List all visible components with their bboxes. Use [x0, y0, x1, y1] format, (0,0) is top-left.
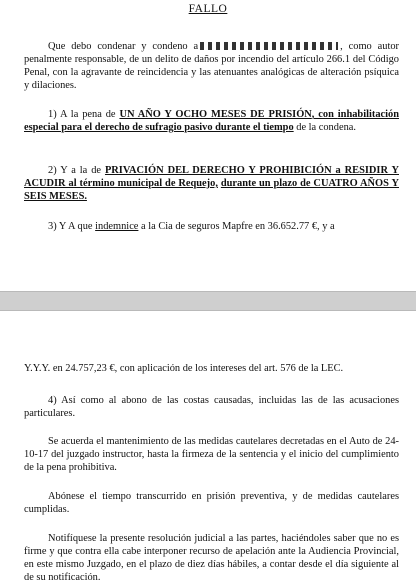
section-title: FALLO [188, 3, 228, 15]
paragraph-continuation: Y.Y.Y. en 24.757,23 €, con aplicación de los intereses del art. 576 de la LEC. [24, 363, 344, 374]
sentence-3-underlined: indemnice [95, 221, 139, 232]
paragraph-sentence-2 [24, 164, 399, 203]
document-page-1 [0, 0, 416, 291]
sentence-2-bold: PRIVACIÓN DEL DERECHO Y PROHIBICIÓN a RESIDIR Y ACUDIR al término municipal de Requejo, [24, 165, 399, 189]
redacted-name [200, 42, 338, 50]
sentence-1-prefix: 1) A la pena de [48, 109, 120, 120]
paragraph-notification: Notifíquese la presente resolución judicial a las partes, haciéndoles saber que no es firme y que contra ella cabe interponer recurso de apelación ante la Audiencia Provincial, en este mismo Juzgado, en el plazo de diez días hábiles, a contar desde el día siguiente al de su notificación. [24, 533, 399, 583]
sentence-1-suffix: de la condena. [293, 122, 356, 133]
intro-text: Que debo condenar y condeno a [48, 41, 199, 52]
paragraph-time-credit: Abónese el tiempo transcurrido en prisión preventiva, y de medidas cautelares cumplidas. [24, 491, 399, 515]
sentence-1-middle: , con [311, 109, 338, 120]
sentence-1-bold-2: inhabilitación especial para el derecho de sufragio pasivo durante el tiempo [24, 109, 399, 133]
paragraph-sentence-1 [24, 108, 399, 134]
sentence-2-bold-2: durante un plazo de CUATRO AÑOS Y SEIS MESES. [24, 178, 399, 202]
paragraph-sentence-3 [24, 220, 399, 233]
sentence-1-bold: UN AÑO Y OCHO MESES DE PRISIÓN [119, 109, 312, 120]
document-page-2 [0, 311, 416, 588]
page-separator [0, 291, 416, 311]
sentence-3-prefix: 3) Y A que [48, 221, 96, 232]
paragraph-costs: 4) Así como al abono de las costas causadas, incluidas las de las acusaciones particulares. [24, 395, 399, 419]
paragraph-intro [24, 40, 399, 92]
sentence-3-suffix: a la Cia de seguros Mapfre en 36.652.77 €, y a [138, 221, 335, 232]
sentence-2-prefix: 2) Y a la de [48, 165, 105, 176]
paragraph-precautionary-measures: Se acuerda el mantenimiento de las medidas cautelares decretadas en el Auto de 24-10-17 del juzgado instructor, hasta la firmeza de la sentencia y el inicio del cumplimiento de la pena prohibitiva. [24, 436, 399, 473]
intro-continuation: , como autor penalmente responsable, de un delito de daños por incendio del artículo 266.1 del Código Penal, con la agravante de reincidencia y las atenuantes analógicas de alteración psíquica y dilaciones. [24, 41, 399, 91]
